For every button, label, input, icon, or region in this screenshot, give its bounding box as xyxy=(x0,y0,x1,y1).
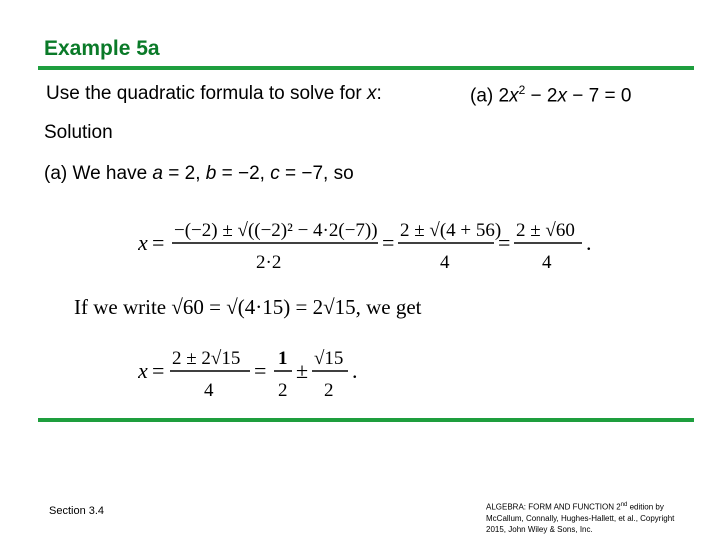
formula-denominator: 2·2 xyxy=(256,252,282,273)
section-label: Section 3.4 xyxy=(49,505,105,517)
prompt-colon: : xyxy=(376,83,382,104)
plus-minus-sign: ± xyxy=(296,358,309,383)
coeff-text: = 2, xyxy=(163,163,206,184)
coeff-text: = −2, xyxy=(216,163,271,184)
formula-numerator: 2 ± √(4 + 56) xyxy=(400,220,502,241)
equation-part: − 7 = 0 xyxy=(567,85,632,107)
formula-variable: x xyxy=(138,358,148,383)
equation-part: (a) 2 xyxy=(470,85,510,107)
formula-numerator: 1 xyxy=(278,348,288,369)
quadratic-formula-step xyxy=(138,210,608,280)
formula-denominator: 4 xyxy=(542,252,552,273)
formula-denominator: 2 xyxy=(324,380,334,401)
formula-period: . xyxy=(352,358,358,383)
coeff-text: (a) We have xyxy=(44,163,153,184)
formula-text-part: we get xyxy=(360,295,422,319)
coeff-variable: c xyxy=(270,163,280,184)
final-result-formula xyxy=(138,340,378,406)
copyright-credit xyxy=(486,500,696,535)
formula-variable: x xyxy=(138,230,148,255)
coeff-text: = −7, so xyxy=(279,163,354,184)
formula-denominator: 4 xyxy=(440,252,450,273)
formula-numerator: 2 ± 2√15 xyxy=(172,348,241,369)
coeff-variable: a xyxy=(152,163,163,184)
equation-part: − 2 xyxy=(525,85,558,107)
credit-superscript: nd xyxy=(620,502,628,508)
equation-exponent: 2 xyxy=(518,83,526,97)
credit-text: ALGEBRA: FORM AND FUNCTION 2 xyxy=(486,502,621,512)
simplify-radical-line xyxy=(74,288,474,328)
slide-title: Example 5a xyxy=(44,37,160,60)
prompt-variable: x xyxy=(367,83,377,104)
coefficients-line xyxy=(44,163,354,185)
formula-numerator: 2 ± √60 xyxy=(516,220,575,241)
formula-denominator: 4 xyxy=(204,380,214,401)
problem-equation xyxy=(470,83,631,107)
formula-numerator: √15 xyxy=(314,348,344,369)
equation-variable: x xyxy=(509,85,519,107)
equals-sign: = xyxy=(254,358,267,383)
equals-sign: = xyxy=(382,230,395,255)
formula-numerator: −(−2) ± √((−2)² − 4·2(−7)) xyxy=(174,220,378,241)
formula-text-part: If we write xyxy=(74,295,172,319)
problem-prompt xyxy=(46,83,382,105)
formula-period: . xyxy=(586,230,592,255)
equals-sign: = xyxy=(152,230,165,255)
formula-expression: √60 = √(4·15) = 2√15, xyxy=(171,295,361,319)
footer-divider xyxy=(38,418,694,422)
coeff-variable: b xyxy=(205,163,217,184)
equation-variable: x xyxy=(557,85,567,107)
equals-sign: = xyxy=(498,230,511,255)
formula-denominator: 2 xyxy=(278,380,288,401)
equals-sign: = xyxy=(152,358,165,383)
credit-text: edition by McCallum, Connally, Hughes-Hallett, et al., Copyright 2015, John Wiley & Sons, Inc. xyxy=(486,502,675,534)
solution-heading: Solution xyxy=(44,122,113,143)
formula-text xyxy=(74,295,422,319)
prompt-text: Use the quadratic formula to solve for xyxy=(46,83,368,104)
title-divider xyxy=(38,66,694,70)
